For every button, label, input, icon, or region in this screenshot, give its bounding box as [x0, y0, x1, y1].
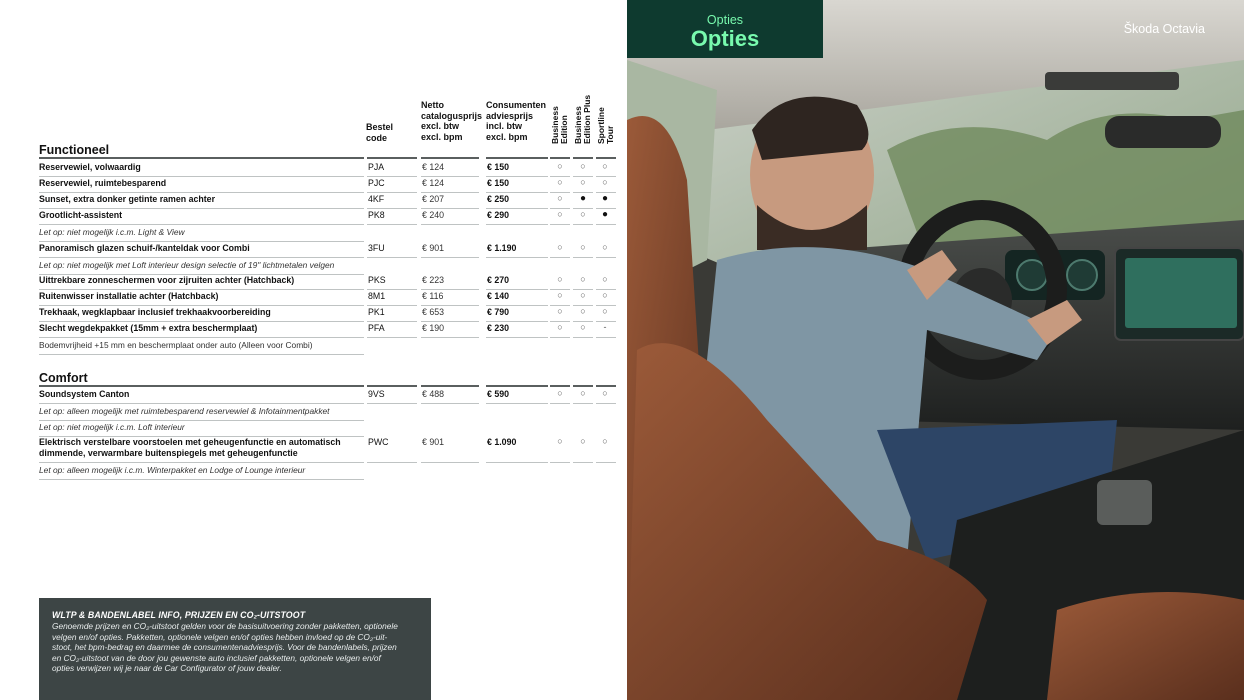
table-rule [39, 224, 364, 225]
option-name-line: Sunset, extra donker getinte ramen achter [39, 194, 215, 204]
table-rule [39, 176, 364, 177]
table-rule [550, 385, 570, 387]
table-rule [39, 257, 364, 258]
availability-mark: ○ [557, 242, 563, 252]
availability-mark: ○ [602, 242, 608, 252]
table-rule [367, 157, 417, 159]
table-rule [367, 289, 417, 290]
model-header-business-edition [551, 106, 568, 144]
option-name [39, 323, 364, 334]
info-line: stoot, het bpm-bedrag en daarmee de consumentenadviesprijs. Voor de bandenlabels, prijzen [52, 642, 397, 653]
consumer-price-header [486, 100, 546, 142]
table-rule [367, 385, 417, 387]
table-rule [486, 289, 548, 290]
availability-mark: - [603, 322, 607, 332]
table-rule [486, 321, 548, 322]
consumer-price: € 1.190 [487, 243, 517, 253]
option-name-line: Ruitenwisser installatie achter (Hatchback) [39, 291, 219, 301]
availability-mark: ○ [580, 177, 586, 187]
net-price: € 488 [422, 389, 445, 399]
table-rule [367, 208, 417, 209]
header-line: excl. bpm [486, 131, 528, 142]
interior-photo [627, 0, 1244, 700]
table-rule [486, 305, 548, 306]
net-price: € 901 [422, 243, 445, 253]
note-rule [39, 479, 364, 480]
availability-mark: ○ [580, 306, 586, 316]
table-rule [367, 176, 417, 177]
table-rule [39, 192, 364, 193]
table-rule [596, 403, 616, 404]
table-rule [596, 224, 616, 225]
option-name-line: Reservewiel, ruimtebesparend [39, 178, 167, 188]
table-rule [39, 289, 364, 290]
table-rule [421, 192, 479, 193]
table-rule [39, 305, 364, 306]
table-rule [367, 462, 417, 463]
availability-mark: ○ [580, 388, 586, 398]
availability-mark: ○ [602, 177, 608, 187]
table-rule [573, 403, 593, 404]
table-rule [596, 337, 616, 338]
option-code: 3FU [368, 243, 385, 253]
model-header-line: Sportline [596, 107, 606, 144]
availability-mark: ○ [602, 290, 608, 300]
option-code: 4KF [368, 194, 385, 204]
availability-mark: ○ [557, 209, 563, 219]
option-note: Bodemvrijheid +15 mm en beschermplaat onder auto (Alleen voor Combi) [39, 340, 313, 350]
table-rule [421, 157, 479, 159]
option-name [39, 307, 364, 318]
option-name-line: Trekhaak, wegklapbaar inclusief trekhaakvoorbereiding [39, 307, 271, 317]
availability-mark: ○ [557, 388, 563, 398]
section-tag-small: Opties [706, 13, 744, 27]
net-price: € 124 [422, 178, 445, 188]
availability-mark: ○ [602, 161, 608, 171]
table-rule [39, 462, 364, 463]
table-rule [486, 176, 548, 177]
header-line: incl. btw [486, 121, 522, 131]
model-header-line: Business [550, 106, 560, 144]
net-price: € 240 [422, 210, 445, 220]
availability-mark: ○ [557, 274, 563, 284]
option-name [39, 291, 364, 302]
table-rule [573, 385, 593, 387]
table-rule [486, 224, 548, 225]
consumer-price: € 250 [487, 194, 510, 204]
table-rule [596, 157, 616, 159]
table-rule [550, 462, 570, 463]
table-rule [421, 462, 479, 463]
note-rule [39, 420, 364, 421]
header-line: excl. bpm [421, 131, 463, 142]
availability-mark: ○ [557, 161, 563, 171]
table-rule [486, 192, 548, 193]
table-rule [550, 224, 570, 225]
availability-mark: ○ [557, 306, 563, 316]
consumer-price: € 590 [487, 389, 510, 399]
table-rule [573, 257, 593, 258]
info-line: en CO₂-uitstoot van de door jou gewenste auto inclusief pakketten, optionele velgen en/of [52, 652, 381, 663]
table-rule [550, 337, 570, 338]
info-line: Genoemde prijzen en CO₂-uitstoot gelden voor de basisuitvoering zonder pakketten, optionele [52, 621, 398, 631]
table-rule [39, 337, 364, 338]
consumer-price: € 1.090 [487, 437, 517, 447]
table-rule [421, 289, 479, 290]
header-line: Bestel [366, 122, 394, 132]
table-rule [486, 385, 548, 387]
info-title: WLTP & BANDENLABEL INFO, PRIJZEN EN CO₂-UITSTOOT [52, 610, 306, 620]
consumer-price: € 150 [487, 178, 510, 188]
option-code: PFA [368, 323, 385, 333]
option-code: PKS [368, 275, 386, 285]
option-name-line: Grootlicht-assistent [39, 210, 123, 220]
option-name-line: Panoramisch glazen schuif-/kanteldak voor Combi [39, 243, 250, 253]
table-rule [39, 385, 364, 387]
option-name [39, 275, 364, 286]
option-code: 9VS [368, 389, 385, 399]
availability-mark: ○ [580, 161, 586, 171]
model-header-business-edition-plus [574, 95, 591, 144]
consumer-price: € 270 [487, 275, 510, 285]
table-rule [421, 403, 479, 404]
consumer-price: € 230 [487, 323, 510, 333]
availability-mark: ○ [602, 274, 608, 284]
table-rule [486, 337, 548, 338]
table-rule [367, 305, 417, 306]
option-name-line: Uittrekbare zonneschermen voor zijruiten achter (Hatchback) [39, 275, 295, 285]
table-rule [421, 305, 479, 306]
table-rule [421, 337, 479, 338]
availability-mark: ● [601, 193, 609, 204]
consumer-price: € 790 [487, 307, 510, 317]
availability-mark: ● [579, 193, 587, 204]
option-name [39, 178, 364, 189]
availability-mark: ○ [580, 322, 586, 332]
header-line: adviesprijs [486, 110, 534, 121]
option-name [39, 210, 364, 221]
header-line: Netto [421, 100, 444, 110]
model-header-line: Tour [604, 125, 615, 144]
table-rule [550, 403, 570, 404]
option-code: 8M1 [368, 291, 386, 301]
model-header-sportline-tour [597, 107, 614, 144]
option-name-line: Elektrisch verstelbare voorstoelen met geheugenfunctie en automatisch [39, 437, 341, 447]
net-price: € 901 [422, 437, 445, 447]
option-note: Let op: niet mogelijk met Loft interieur design selectie of 19" lichtmetalen velgen [39, 260, 335, 270]
table-rule [596, 385, 616, 387]
availability-mark: ○ [580, 436, 586, 446]
table-rule [421, 321, 479, 322]
availability-mark: ○ [557, 193, 563, 203]
wltp-info-box [39, 598, 431, 700]
net-price: € 653 [422, 307, 445, 317]
table-rule [421, 385, 479, 387]
section-tag-title: Opties [690, 26, 760, 51]
table-rule [39, 403, 364, 404]
option-name-line: dimmende, verwarmbare buitenspiegels met geheugenfunctie [39, 447, 298, 458]
consumer-price: € 290 [487, 210, 510, 220]
option-name-line: Slecht wegdekpakket (15mm + extra beschermplaat) [39, 323, 258, 333]
option-name [39, 162, 364, 173]
option-name [39, 437, 364, 458]
info-text [52, 621, 418, 674]
option-note: Let op: alleen mogelijk met ruimtebesparend reservewiel & Infotainmentpakket [39, 406, 330, 416]
consumer-price: € 140 [487, 291, 510, 301]
table-rule [421, 257, 479, 258]
table-rule [550, 157, 570, 159]
section-tag [627, 0, 823, 58]
order-code-header [366, 122, 393, 143]
table-rule [39, 208, 364, 209]
net-price: € 116 [422, 291, 444, 301]
availability-mark: ○ [557, 436, 563, 446]
header-line: catalogusprijs [421, 110, 483, 121]
table-rule [367, 403, 417, 404]
table-rule [486, 462, 548, 463]
net-price: € 223 [422, 275, 445, 285]
availability-mark: ○ [557, 290, 563, 300]
consumer-price: € 150 [487, 162, 510, 172]
availability-mark: ○ [602, 388, 608, 398]
table-rule [39, 321, 364, 322]
model-header-line: Edition [558, 115, 569, 144]
option-note: Let op: niet mogelijk i.c.m. Loft interieur [39, 422, 185, 432]
net-price: € 207 [422, 194, 445, 204]
table-rule [573, 337, 593, 338]
table-rule [596, 257, 616, 258]
net-price-header [421, 100, 482, 142]
availability-mark: ○ [580, 274, 586, 284]
header-line: excl. btw [421, 121, 460, 131]
info-line: velgen en/of opties. Pakketten, optionele velgen en/of opties hebben invloed op de CO₂-uit- [52, 631, 388, 642]
table-rule [421, 176, 479, 177]
availability-mark: ○ [602, 436, 608, 446]
table-rule [421, 208, 479, 209]
header-line: code [366, 132, 388, 143]
option-code: PJC [368, 178, 385, 188]
table-rule [486, 208, 548, 209]
table-rule [486, 257, 548, 258]
car-interior-illustration [627, 0, 1244, 700]
availability-mark: ○ [602, 306, 608, 316]
header-line: Consumenten [486, 100, 547, 110]
option-name [39, 194, 364, 205]
availability-mark: ○ [580, 242, 586, 252]
table-rule [486, 157, 548, 159]
option-note: Let op: niet mogelijk i.c.m. Light & View [39, 227, 185, 237]
table-rule [486, 403, 548, 404]
note-rule [39, 241, 364, 242]
option-name-line: Reservewiel, volwaardig [39, 162, 141, 172]
table-rule [367, 224, 417, 225]
table-rule [421, 224, 479, 225]
section-title: Functioneel [39, 143, 110, 157]
table-rule [367, 337, 417, 338]
brand-name: Škoda Octavia [1123, 22, 1205, 36]
option-code: PK8 [368, 210, 385, 220]
model-header-line: Edition Plus [581, 94, 592, 144]
availability-mark: ○ [580, 209, 586, 219]
net-price: € 190 [422, 323, 445, 333]
option-code: PWC [368, 437, 389, 447]
model-header-line: Business [573, 106, 583, 144]
table-rule [367, 321, 417, 322]
table-rule [550, 257, 570, 258]
availability-mark: ○ [557, 177, 563, 187]
option-code: PK1 [368, 307, 385, 317]
table-rule [367, 257, 417, 258]
table-rule [573, 462, 593, 463]
option-note: Let op: alleen mogelijk i.c.m. Winterpakket en Lodge of Lounge interieur [39, 465, 306, 475]
table-rule [573, 224, 593, 225]
availability-mark: ○ [580, 290, 586, 300]
option-name [39, 243, 364, 254]
table-rule [573, 157, 593, 159]
option-name-line: Soundsystem Canton [39, 389, 130, 399]
info-line: opties verwijzen wij je naar de Car Configurator of jouw dealer. [52, 663, 282, 674]
table-rule [596, 462, 616, 463]
table-rule [367, 192, 417, 193]
table-rule [39, 157, 364, 159]
availability-mark: ● [601, 209, 609, 220]
option-name [39, 389, 364, 400]
note-rule [39, 354, 364, 355]
option-code: PJA [368, 162, 385, 172]
availability-mark: ○ [557, 322, 563, 332]
net-price: € 124 [422, 162, 445, 172]
section-title: Comfort [39, 371, 88, 385]
